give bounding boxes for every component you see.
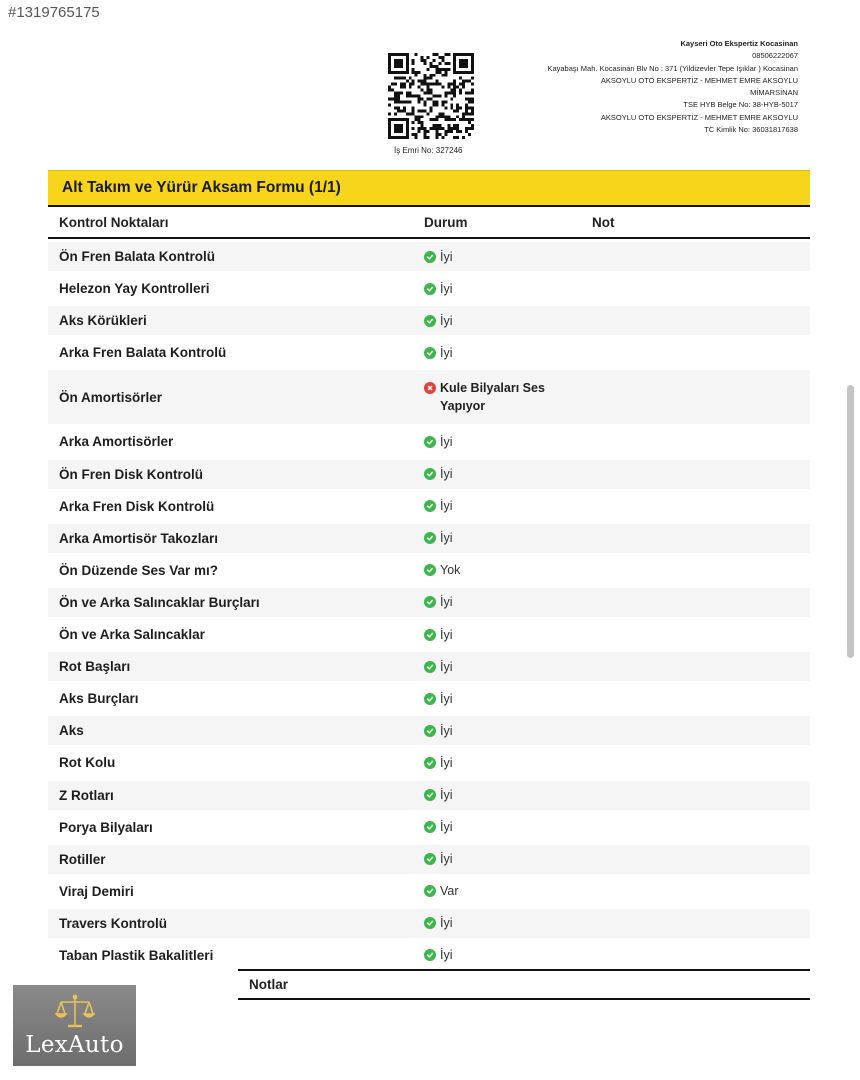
table-header (48, 205, 810, 239)
status-cell (414, 563, 582, 577)
table-row (48, 588, 810, 617)
table-row (48, 524, 810, 553)
status (424, 948, 582, 962)
status (424, 314, 582, 328)
check-icon (424, 725, 436, 737)
status (424, 916, 582, 930)
table-row (48, 941, 810, 970)
company-line: Kayseri Oto Ekspertiz Kocasinan (680, 39, 798, 48)
table-row (48, 748, 810, 777)
qr-code (388, 53, 474, 139)
status-text: İyi (440, 281, 453, 296)
control-point-name: Aks Burçları (59, 691, 139, 707)
check-icon (424, 315, 436, 327)
status-text: İyi (440, 691, 453, 706)
status (424, 499, 582, 513)
check-icon (424, 789, 436, 801)
status (424, 282, 582, 296)
status-cell (414, 756, 582, 770)
check-icon (424, 821, 436, 833)
status-text: İyi (440, 249, 453, 264)
company-line: Kayabaşı Mah. Kocasinan Blv No : 371 (Yildizevler Tepe Işıklar ) Kocasinan (547, 63, 798, 73)
notes-header: Notlar (238, 969, 810, 1000)
control-point-name: Ön ve Arka Salıncaklar (59, 627, 205, 643)
status (424, 756, 582, 770)
scrollbar[interactable] (847, 385, 854, 658)
status-text: İyi (440, 313, 453, 328)
company-line: AKSOYLU OTO EKSPERTİZ - MEHMET EMRE AKSOYLU (600, 112, 798, 122)
check-icon (424, 661, 436, 673)
status-cell (414, 724, 582, 738)
table-row (48, 274, 810, 303)
table-row (48, 813, 810, 842)
status-cell (414, 852, 582, 866)
error-icon (424, 382, 436, 394)
control-point-name: Z Rotları (59, 787, 114, 803)
status-text: İyi (440, 345, 453, 360)
control-point-name: Taban Plastik Bakalitleri (59, 947, 214, 963)
status-cell (414, 499, 582, 513)
status (424, 250, 582, 264)
status-cell (414, 346, 582, 360)
status (424, 346, 582, 360)
status-cell (414, 314, 582, 328)
check-icon (424, 757, 436, 769)
status-cell (414, 250, 582, 264)
control-point-name: Porya Bilyaları (59, 819, 153, 835)
check-icon (424, 917, 436, 929)
inspection-form (48, 170, 810, 973)
control-point-name: Rot Başları (59, 659, 131, 675)
table-row (48, 877, 810, 906)
check-icon (424, 693, 436, 705)
check-icon (424, 436, 436, 448)
status-text: İyi (440, 852, 453, 867)
status-text: İyi (440, 434, 453, 449)
status-text: İyi (440, 627, 453, 642)
check-icon (424, 949, 436, 961)
table-row (48, 684, 810, 713)
status-cell (414, 660, 582, 674)
table-row (48, 652, 810, 681)
status-text: İyi (440, 948, 453, 963)
check-icon (424, 347, 436, 359)
status (424, 531, 582, 545)
status-text: İyi (440, 595, 453, 610)
status (424, 660, 582, 674)
table-row (48, 716, 810, 745)
table-row (48, 460, 810, 489)
status-cell (414, 692, 582, 706)
status-text: İyi (440, 499, 453, 514)
status (424, 379, 582, 415)
check-icon (424, 564, 436, 576)
column-header-status: Durum (424, 214, 468, 230)
status-cell (414, 948, 582, 962)
status-text: Yok (440, 563, 461, 578)
scales-icon (55, 994, 95, 1030)
control-point-name: Helezon Yay Kontrolleri (59, 281, 210, 297)
control-point-name: Travers Kontrolü (59, 915, 168, 931)
status-cell (414, 595, 582, 609)
check-icon (424, 885, 436, 897)
table-row (48, 845, 810, 874)
status-text: Kule Bilyaları Ses Yapıyor (440, 381, 545, 414)
control-point-name: Arka Amortisörler (59, 434, 174, 450)
table-row (48, 556, 810, 585)
check-icon (424, 251, 436, 263)
table-row (48, 909, 810, 938)
control-point-name: Rot Kolu (59, 755, 116, 771)
control-point-name: Rotiller (59, 851, 106, 867)
control-point-name: Ön Düzende Ses Var mı? (59, 562, 219, 578)
status (424, 788, 582, 802)
control-point-name: Ön Fren Disk Kontrolü (59, 466, 204, 482)
status (424, 692, 582, 706)
check-icon (424, 500, 436, 512)
control-point-name: Ön ve Arka Salıncaklar Burçları (59, 594, 260, 610)
control-point-name: Aks (59, 723, 84, 739)
form-title: Alt Takım ve Yürür Aksam Formu (1/1) (48, 170, 810, 205)
check-icon (424, 468, 436, 480)
status-cell (414, 628, 582, 642)
status-text: İyi (440, 723, 453, 738)
status-cell (414, 379, 582, 415)
company-line: TSE HYB Belge No: 38-HYB-5017 (683, 100, 798, 110)
status-text: İyi (440, 916, 453, 931)
table-row (48, 370, 810, 424)
company-line: AKSOYLU OTO EKSPERTİZ - MEHMET EMRE AKSOYLU (600, 75, 798, 85)
status (424, 435, 582, 449)
status-cell (414, 282, 582, 296)
control-point-name: Ön Fren Balata Kontrolü (59, 249, 216, 264)
column-header-name: Kontrol Noktaları (59, 214, 169, 230)
company-line: 08506222067 (752, 51, 798, 61)
status (424, 724, 582, 738)
status-text: Var (440, 884, 459, 899)
status-text: İyi (440, 755, 453, 770)
control-point-name: Aks Körükleri (59, 313, 147, 329)
status-text: İyi (440, 820, 453, 835)
company-line: MİMARSİNAN (750, 88, 798, 98)
status (424, 820, 582, 834)
watermark-text: LexAuto (25, 1032, 124, 1058)
listing-id: #1319765175 (8, 4, 100, 21)
status-text: İyi (440, 788, 453, 802)
status-text: İyi (440, 659, 453, 674)
table-row (48, 492, 810, 521)
table-row (48, 242, 810, 271)
lexauto-watermark (13, 985, 136, 1066)
status (424, 884, 582, 898)
company-line: TC Kimlik No: 36031817638 (704, 125, 798, 135)
table-row (48, 781, 810, 810)
status (424, 595, 582, 609)
control-point-name: Arka Fren Disk Kontrolü (59, 498, 215, 514)
status-text: İyi (440, 531, 453, 546)
company-info (498, 38, 798, 136)
table-row (48, 427, 810, 456)
table-row (48, 306, 810, 335)
status-cell (414, 820, 582, 834)
status-cell (414, 916, 582, 930)
status-cell (414, 467, 582, 481)
table-body (48, 239, 810, 970)
table-row (48, 338, 810, 367)
control-point-name: Viraj Demiri (59, 883, 134, 899)
column-header-note: Not (592, 214, 615, 230)
status-cell (414, 435, 582, 449)
check-icon (424, 853, 436, 865)
status (424, 852, 582, 866)
control-point-name: Arka Amortisör Takozları (59, 530, 219, 546)
status-cell (414, 531, 582, 545)
check-icon (424, 596, 436, 608)
status-text: İyi (440, 467, 453, 482)
check-icon (424, 629, 436, 641)
status-cell (414, 788, 582, 802)
control-point-name: Ön Amortisörler (59, 389, 163, 405)
check-icon (424, 283, 436, 295)
check-icon (424, 532, 436, 544)
status (424, 563, 582, 577)
status (424, 628, 582, 642)
status (424, 467, 582, 481)
table-row (48, 620, 810, 649)
status-cell (414, 884, 582, 898)
control-point-name: Arka Fren Balata Kontrolü (59, 345, 227, 361)
work-order-number: İş Emri No: 327246 (394, 146, 463, 155)
